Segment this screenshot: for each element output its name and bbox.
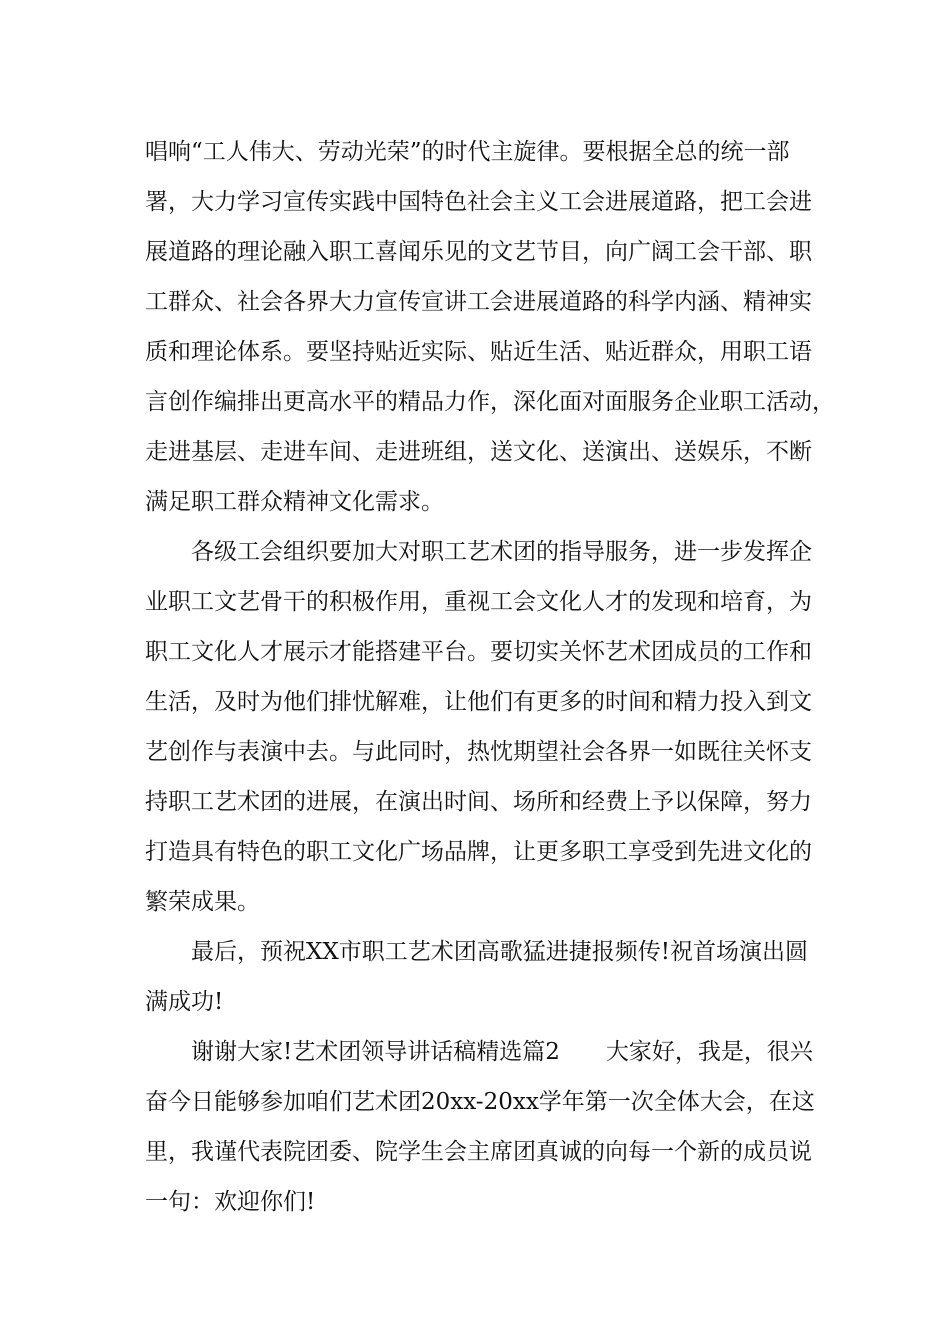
text-line: 奋今日能够参加咱们艺术团20xx-20xx学年第一次全体大会，在这 xyxy=(145,1089,815,1115)
text-line: 职工文化人才展示才能搭建平台。要切实关怀艺术团成员的工作和 xyxy=(145,639,812,665)
text-line: 艺创作与表演中去。与此同时，热忱期望社会各界一如既往关怀支 xyxy=(145,739,812,765)
text-line: 里，我谨代表院团委、院学生会主席团真诚的向每一个新的成员说 xyxy=(145,1139,812,1165)
text-line: 言创作编排出更高水平的精品力作，深化面对面服务企业职工活动， xyxy=(145,389,835,415)
text-line: 唱响“工人伟大、劳动光荣”的时代主旋律。要根据全总的统一部 xyxy=(145,139,790,165)
text-line: 生活，及时为他们排忧解难，让他们有更多的时间和精力投入到文 xyxy=(145,689,812,715)
text-line: 持职工艺术团的进展，在演出时间、场所和经费上予以保障，努力 xyxy=(145,789,812,815)
text-line: 业职工文艺骨干的积极作用，重视工会文化人才的发现和培育，为 xyxy=(145,589,812,615)
text-line: 繁荣成果。 xyxy=(145,889,260,915)
text-line: 最后，预祝XX市职工艺术团高歌猛进捷报频传!祝首场演出圆 xyxy=(191,939,808,965)
text-line: 署，大力学习宣传实践中国特色社会主义工会进展道路，把工会进 xyxy=(145,189,812,215)
text-line: 各级工会组织要加大对职工艺术团的指导服务，进一步发挥企 xyxy=(191,539,812,565)
text-line: 走进基层、走进车间、走进班组，送文化、送演出、送娱乐，不断 xyxy=(145,439,812,465)
text-line: 工群众、社会各界大力宣传宣讲工会进展道路的科学内涵、精神实 xyxy=(145,289,812,315)
text-line: 质和理论体系。要坚持贴近实际、贴近生活、贴近群众，用职工语 xyxy=(145,339,812,365)
text-line: 谢谢大家!艺术团领导讲话稿精选篇2 大家好，我是，很兴 xyxy=(191,1039,813,1065)
text-line: 满成功! xyxy=(145,989,224,1015)
text-line: 一句：欢迎你们! xyxy=(145,1189,316,1215)
text-line: 展道路的理论融入职工喜闻乐见的文艺节目，向广阔工会干部、职 xyxy=(145,239,812,265)
text-line: 满足职工群众精神文化需求。 xyxy=(145,489,444,515)
text-line: 打造具有特色的职工文化广场品牌，让更多职工享受到先进文化的 xyxy=(145,839,812,865)
